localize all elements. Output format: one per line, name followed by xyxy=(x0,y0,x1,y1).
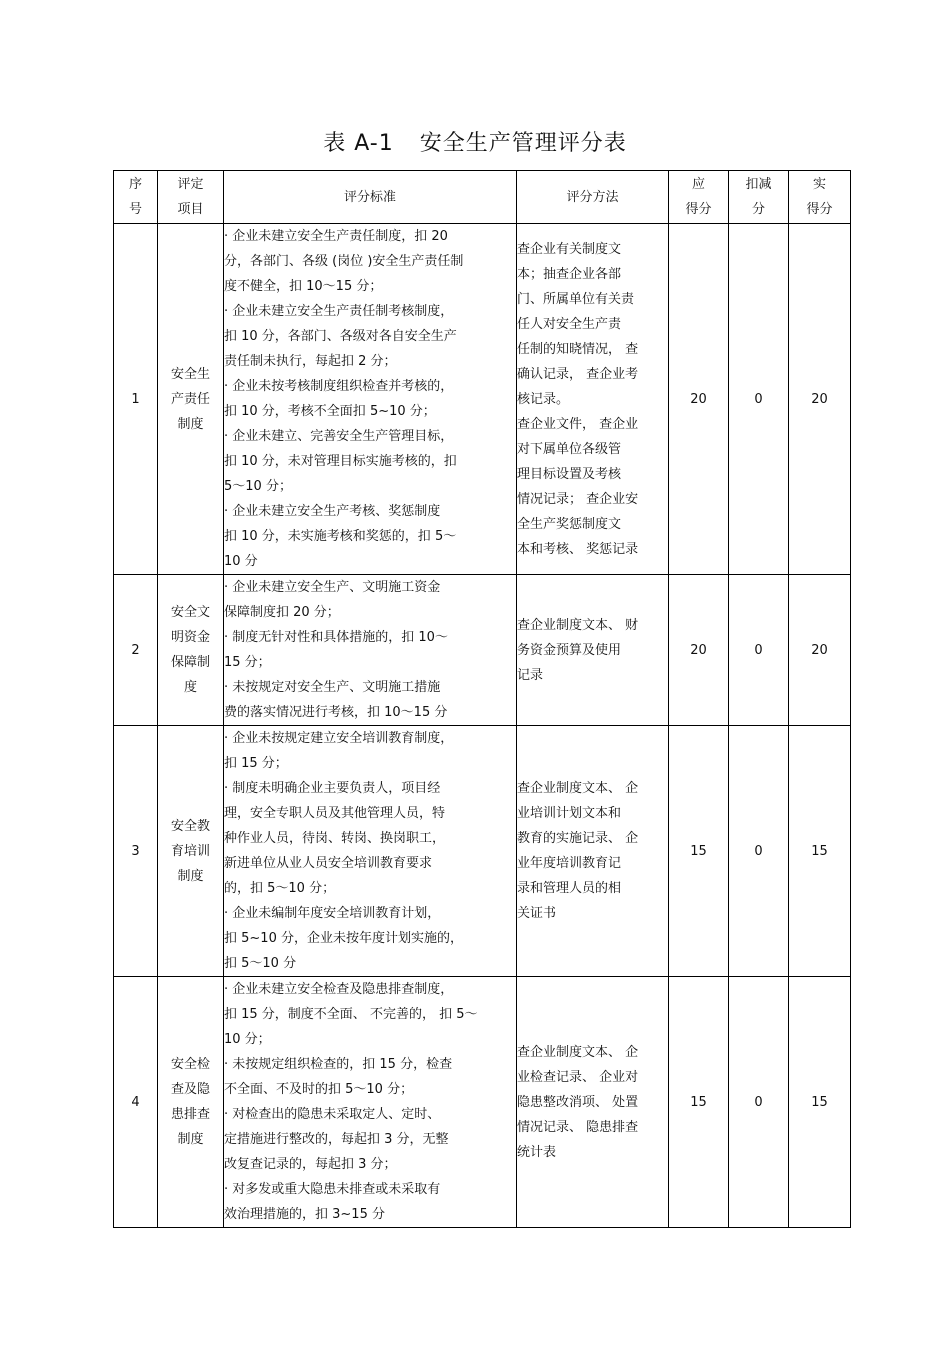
header-actual-line-2: 得分 xyxy=(806,202,833,217)
header-row xyxy=(114,171,851,224)
page-title xyxy=(0,126,950,157)
row-index: 2 xyxy=(114,575,158,726)
criteria-line: 的，扣 5～10 分； xyxy=(224,881,336,896)
table-row xyxy=(114,726,851,977)
row-item-line: 明资金 xyxy=(170,630,210,645)
criteria-line: · 制度无针对性和具体措施的，扣 10～ xyxy=(224,630,448,645)
row-item-line: 度 xyxy=(183,680,197,695)
method-line: 务资金预算及使用 xyxy=(517,642,622,658)
criteria-line: · 企业未建立安全生产、文明施工资金 xyxy=(224,580,441,595)
criteria-line: · 企业未编制年度安全培训教育计划， xyxy=(224,906,441,921)
criteria-line: 理，安全专职人员及其他管理人员，特 xyxy=(224,806,446,821)
method-line: 录和管理人员的相 xyxy=(517,881,622,896)
criteria-line: · 企业未建立安全生产责任制度，扣 20 xyxy=(224,229,448,244)
criteria-line: 费的落实情况进行考核，扣 10～15 分 xyxy=(224,705,448,720)
criteria-line: 定措施进行整改的，每起扣 3 分，无整 xyxy=(224,1132,449,1147)
row-due-score: 20 xyxy=(669,575,729,726)
row-criteria xyxy=(224,224,517,575)
row-actual-score: 20 xyxy=(789,224,851,575)
row-deduction: 0 xyxy=(729,726,789,977)
method-line: 全生产奖惩制度文 xyxy=(517,516,622,532)
header-actual-score xyxy=(789,171,851,224)
criteria-line: · 对检查出的隐患未采取定人、定时、 xyxy=(224,1107,441,1122)
row-criteria xyxy=(224,977,517,1228)
method-line: 门、所属单位有关责 xyxy=(517,291,635,307)
method-line: 情况记录、 隐患排查 xyxy=(517,1119,639,1135)
table-row xyxy=(114,575,851,726)
row-item xyxy=(158,575,224,726)
table-code: 表 A-1 xyxy=(323,131,394,156)
method-line: 任制的知晓情况， 查 xyxy=(517,341,639,357)
row-item-line: 查及隐 xyxy=(170,1082,210,1097)
header-actual-line-1: 实 xyxy=(812,177,826,192)
header-item-line-2: 项目 xyxy=(177,202,204,217)
criteria-line: 扣 5～10 分 xyxy=(224,956,297,971)
row-item-line: 安全生 xyxy=(170,366,210,382)
criteria-line: 5～10 分； xyxy=(224,479,292,494)
row-method xyxy=(517,224,669,575)
row-item-line: 育培训 xyxy=(170,843,210,859)
method-line: 核记录。 xyxy=(517,391,570,407)
criteria-line: 扣 15 分； xyxy=(224,756,288,771)
criteria-line: · 企业未建立安全生产责任制考核制度， xyxy=(224,304,454,319)
row-deduction: 0 xyxy=(729,977,789,1228)
method-line: 查企业制度文本、 企 xyxy=(517,1044,639,1060)
method-line: 业检查记录、 企业对 xyxy=(517,1069,639,1085)
row-item-line: 制度 xyxy=(177,868,204,884)
header-criteria: 评分标准 xyxy=(224,171,517,224)
criteria-line: 扣 15 分，制度不全面、 不完善的， 扣 5～ xyxy=(224,1007,478,1022)
header-item xyxy=(158,171,224,224)
row-deduction: 0 xyxy=(729,224,789,575)
method-line: 隐患整改消项、 处置 xyxy=(517,1094,639,1110)
row-item-line: 安全教 xyxy=(170,818,210,834)
header-method: 评分方法 xyxy=(517,171,669,224)
criteria-line: 10 分； xyxy=(224,1032,271,1047)
method-line: 查企业文件， 查企业 xyxy=(517,416,639,432)
row-deduction: 0 xyxy=(729,575,789,726)
header-due-line-1: 应 xyxy=(691,177,705,192)
table-title-text: 安全生产管理评分表 xyxy=(419,131,627,156)
criteria-line: 扣 10 分，未实施考核和奖惩的，扣 5～ xyxy=(224,529,457,544)
header-due-score xyxy=(669,171,729,224)
method-line: 查企业制度文本、 财 xyxy=(517,617,639,633)
row-criteria xyxy=(224,726,517,977)
row-due-score: 15 xyxy=(669,977,729,1228)
criteria-line: 责任制未执行，每起扣 2 分； xyxy=(224,354,397,369)
row-item-line: 制度 xyxy=(177,416,204,432)
header-deduction xyxy=(729,171,789,224)
method-line: 查企业有关制度文 xyxy=(517,241,622,257)
row-actual-score: 15 xyxy=(789,726,851,977)
criteria-line: 保障制度扣 20 分； xyxy=(224,605,340,620)
header-index xyxy=(114,171,158,224)
criteria-line: 度不健全，扣 10～15 分； xyxy=(224,279,383,294)
criteria-line: 效治理措施的，扣 3~15 分 xyxy=(224,1207,385,1222)
row-item-line: 制度 xyxy=(177,1132,204,1147)
method-line: 确认记录， 查企业考 xyxy=(517,366,639,382)
method-line: 关证书 xyxy=(517,906,557,921)
header-index-line-2: 号 xyxy=(128,202,142,217)
criteria-line: · 企业未按规定建立安全培训教育制度， xyxy=(224,731,454,746)
criteria-line: · 未按规定对安全生产、文明施工措施 xyxy=(224,680,441,695)
criteria-line: 分，各部门、各级 (岗位 )安全生产责任制 xyxy=(224,254,464,269)
row-method xyxy=(517,726,669,977)
method-line: 教育的实施记录、 企 xyxy=(517,831,639,846)
criteria-line: · 企业未建立安全检查及隐患排查制度， xyxy=(224,982,454,997)
row-actual-score: 20 xyxy=(789,575,851,726)
row-item-line: 安全检 xyxy=(170,1057,210,1072)
row-index: 4 xyxy=(114,977,158,1228)
method-line: 对下属单位各级管 xyxy=(517,441,622,457)
criteria-line: · 未按规定组织检查的，扣 15 分，检查 xyxy=(224,1057,453,1072)
row-criteria xyxy=(224,575,517,726)
header-deduct-line-1: 扣减 xyxy=(745,177,772,192)
row-due-score: 15 xyxy=(669,726,729,977)
criteria-line: · 企业未按考核制度组织检查并考核的， xyxy=(224,379,454,394)
criteria-line: · 企业未建立安全生产考核、奖惩制度 xyxy=(224,504,441,519)
method-line: 统计表 xyxy=(517,1144,557,1160)
criteria-line: 15 分； xyxy=(224,655,271,670)
row-item xyxy=(158,726,224,977)
criteria-line: 10 分 xyxy=(224,554,258,569)
method-line: 本；抽查企业各部 xyxy=(517,266,622,282)
criteria-line: 不全面、不及时的扣 5～10 分； xyxy=(224,1082,414,1097)
criteria-line: · 对多发或重大隐患未排查或未采取有 xyxy=(224,1182,441,1197)
method-line: 查企业制度文本、 企 xyxy=(517,781,639,796)
scoring-table xyxy=(113,170,851,1228)
table-row xyxy=(114,977,851,1228)
row-item-line: 保障制 xyxy=(170,655,210,670)
row-item-line: 患排查 xyxy=(170,1107,210,1122)
criteria-line: 扣 10 分，各部门、各级对各自安全生产 xyxy=(224,329,457,344)
method-line: 任人对安全生产责 xyxy=(517,316,622,332)
criteria-line: · 企业未建立、完善安全生产管理目标， xyxy=(224,429,454,444)
row-method xyxy=(517,575,669,726)
criteria-line: 改复查记录的，每起扣 3 分； xyxy=(224,1157,397,1172)
method-line: 情况记录； 查企业安 xyxy=(517,491,639,507)
row-due-score: 20 xyxy=(669,224,729,575)
header-item-line-1: 评定 xyxy=(177,177,204,192)
method-line: 记录 xyxy=(517,667,544,683)
criteria-line: 种作业人员，待岗、转岗、换岗职工， xyxy=(224,831,446,846)
criteria-line: 扣 10 分，考核不全面扣 5~10 分； xyxy=(224,404,436,419)
table-row xyxy=(114,224,851,575)
row-item xyxy=(158,224,224,575)
header-due-line-2: 得分 xyxy=(685,202,712,217)
row-index: 3 xyxy=(114,726,158,977)
criteria-line: 扣 5~10 分，企业未按年度计划实施的， xyxy=(224,931,463,946)
row-item-line: 安全文 xyxy=(170,605,210,620)
row-item-line: 产责任 xyxy=(170,391,210,407)
header-index-line-1: 序 xyxy=(128,177,142,192)
method-line: 本和考核、 奖惩记录 xyxy=(517,541,639,557)
row-index: 1 xyxy=(114,224,158,575)
method-line: 业培训计划文本和 xyxy=(517,806,622,821)
criteria-line: 新进单位从业人员安全培训教育要求 xyxy=(224,856,433,871)
method-line: 业年度培训教育记 xyxy=(517,856,622,871)
row-item xyxy=(158,977,224,1228)
row-actual-score: 15 xyxy=(789,977,851,1228)
header-deduct-line-2: 分 xyxy=(751,202,765,217)
criteria-line: · 制度未明确企业主要负责人，项目经 xyxy=(224,781,441,796)
method-line: 理目标设置及考核 xyxy=(517,466,622,482)
row-method xyxy=(517,977,669,1228)
criteria-line: 扣 10 分，未对管理目标实施考核的，扣 xyxy=(224,454,457,469)
